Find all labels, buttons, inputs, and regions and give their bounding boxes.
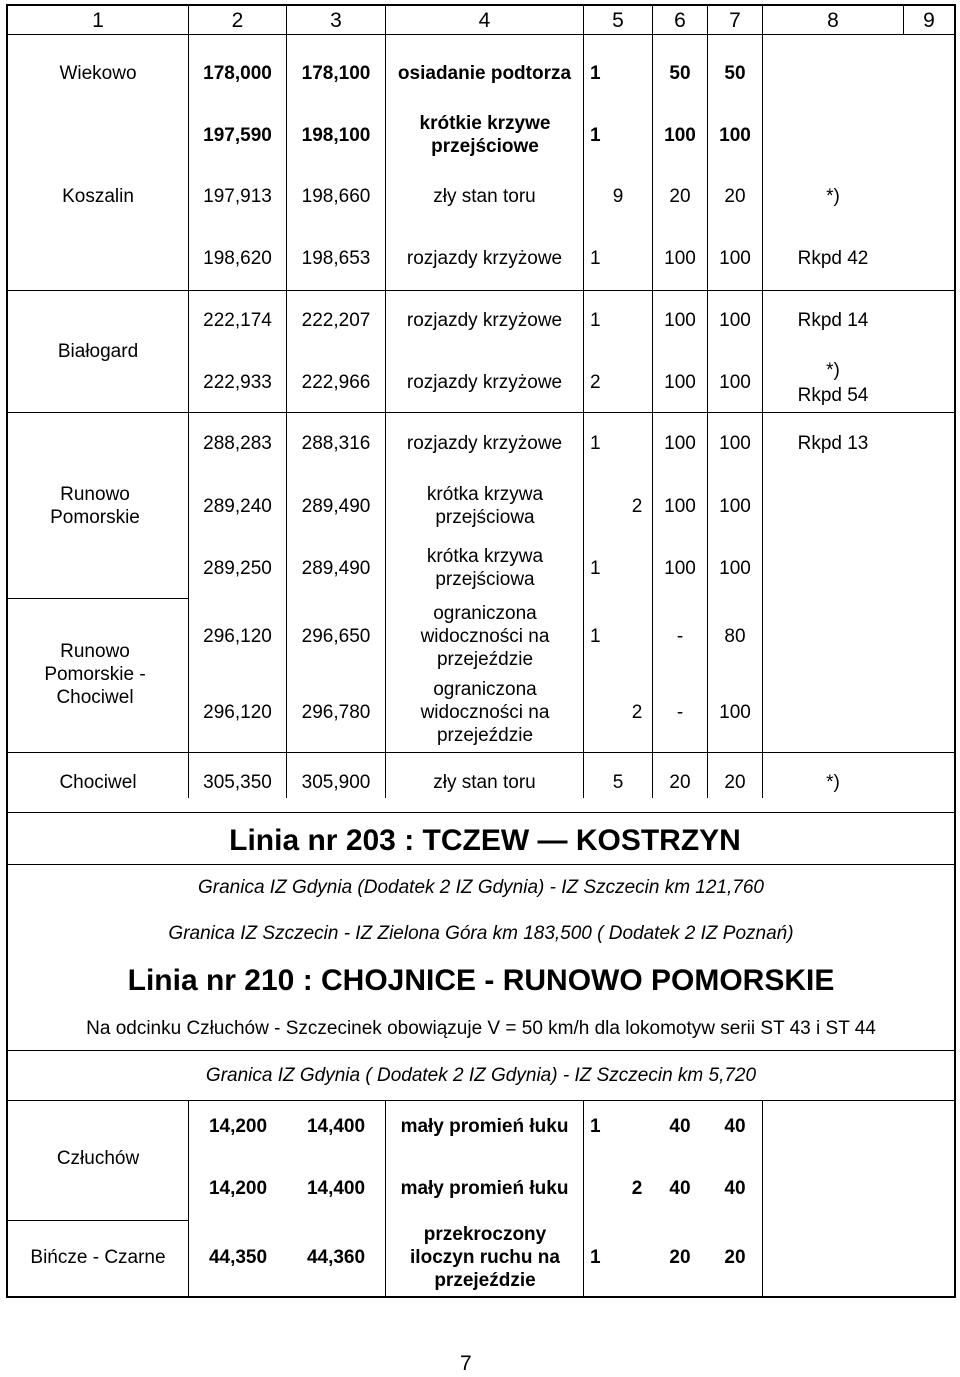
- cause: ograniczona widoczności na przejeździe: [420, 602, 550, 670]
- speed-2: 100: [719, 432, 751, 454]
- table-border-bottom: [6, 1296, 956, 1298]
- tracks: 2: [590, 371, 601, 393]
- section-203-note-1: Granica IZ Gdynia (Dodatek 2 IZ Gdynia) - IZ Szczecin km 121,760: [197, 876, 764, 898]
- km-to: 296,780: [301, 701, 371, 723]
- speed-1: 100: [664, 124, 696, 146]
- speed-2: 50: [724, 62, 746, 84]
- section-203-note-2: Granica IZ Szczecin - IZ Zielona Góra km 183,500 ( Dodatek 2 IZ Poznań): [168, 922, 794, 944]
- cause: ograniczona widoczności na przejeździe: [420, 678, 550, 746]
- cause: zły stan toru: [433, 185, 536, 207]
- speed-1: 100: [664, 247, 696, 269]
- speed-2: 100: [719, 557, 751, 579]
- speed-1: -: [676, 701, 684, 723]
- speed-1: 50: [669, 62, 691, 84]
- km-to: 289,490: [301, 557, 371, 579]
- tracks: 5: [612, 771, 624, 793]
- station-name: Wiekowo: [59, 62, 137, 84]
- section-210-title: Linia nr 210 : CHOJNICE - RUNOWO POMORSKIE: [127, 963, 835, 997]
- speed-2: 100: [719, 309, 751, 331]
- cause: krótka krzywa przejściowa: [426, 546, 544, 590]
- cause: zły stan toru: [433, 771, 536, 793]
- km-to: 198,653: [301, 247, 371, 269]
- col-divider: [762, 1100, 763, 1298]
- tracks: 2: [631, 495, 643, 517]
- km-from: 222,174: [203, 309, 272, 331]
- header-col-4: 4: [478, 8, 491, 32]
- km-to: 222,207: [301, 309, 371, 331]
- km-from: 14,200: [208, 1115, 268, 1137]
- header-col-5: 5: [612, 8, 624, 32]
- section-210-note-2: Granica IZ Gdynia ( Dodatek 2 IZ Gdynia) - IZ Szczecin km 5,720: [205, 1064, 757, 1086]
- speed-1: 100: [664, 495, 696, 517]
- km-from: 197,913: [203, 185, 272, 207]
- km-from: 222,933: [203, 371, 272, 393]
- note: Rkpd 14: [797, 309, 869, 331]
- speed-1: 20: [669, 185, 691, 207]
- header-divider: [6, 34, 956, 35]
- station-name: Człuchów: [56, 1147, 140, 1169]
- speed-1: 20: [669, 771, 691, 793]
- tracks: 1: [590, 1115, 601, 1137]
- row-divider: [6, 864, 956, 865]
- cause: osiadanie podtorza: [397, 62, 572, 84]
- speed-2: 100: [719, 124, 751, 146]
- station-name: Koszalin: [62, 185, 134, 207]
- table-border-right: [954, 4, 956, 1298]
- station-name: Chociwel: [59, 771, 137, 793]
- km-to: 288,316: [301, 432, 371, 454]
- tracks: 1: [590, 557, 601, 579]
- cause: rozjazdy krzyżowe: [406, 371, 563, 393]
- km-from: 178,000: [203, 62, 272, 84]
- note: *): [826, 185, 840, 207]
- speed-2: 80: [724, 625, 746, 647]
- speed-1: 100: [664, 371, 696, 393]
- cause: krótka krzywa przejściowa: [426, 484, 544, 528]
- station-name: Runowo Pomorskie - Chociwel: [44, 640, 146, 708]
- header-col-7: 7: [729, 8, 741, 32]
- speed-1: 100: [664, 557, 696, 579]
- tracks: 9: [612, 185, 624, 207]
- note: Rkpd 42: [797, 247, 869, 269]
- km-to: 289,490: [301, 495, 371, 517]
- header-col-8: 8: [827, 8, 839, 32]
- header-col-6: 6: [674, 8, 686, 32]
- header-col-9: 9: [923, 8, 935, 32]
- km-from: 44,350: [208, 1246, 268, 1268]
- speed-1: 20: [669, 1246, 691, 1268]
- km-from: 288,283: [203, 432, 272, 454]
- km-to: 296,650: [301, 625, 371, 647]
- row-divider: [6, 1220, 188, 1221]
- note: *): [826, 359, 840, 381]
- speed-2: 100: [719, 371, 751, 393]
- row-divider: [6, 412, 956, 413]
- note: Rkpd 54: [797, 384, 869, 406]
- station-name: Białogard: [57, 340, 139, 362]
- speed-1: 100: [664, 432, 696, 454]
- speed-1: 100: [664, 309, 696, 331]
- km-from: 296,120: [203, 701, 272, 723]
- row-divider: [6, 598, 188, 599]
- cause: mały promień łuku: [400, 1177, 569, 1199]
- tracks: 1: [590, 247, 601, 269]
- row-divider: [6, 290, 956, 291]
- header-col-3: 3: [330, 8, 342, 32]
- row-divider: [6, 1050, 956, 1051]
- km-to: 198,100: [301, 124, 371, 146]
- cause: przekroczony iloczyn ruchu na przejeździe: [410, 1223, 560, 1291]
- speed-2: 20: [724, 771, 746, 793]
- tracks: 1: [590, 1246, 601, 1268]
- km-from: 289,240: [203, 495, 272, 517]
- km-from: 198,620: [203, 247, 272, 269]
- km-from: 296,120: [203, 625, 272, 647]
- cause: krótkie krzywe przejściowe: [419, 113, 551, 157]
- km-from: 14,200: [208, 1177, 268, 1199]
- col-divider: [583, 1100, 584, 1298]
- tracks: 2: [631, 1177, 643, 1199]
- row-divider: [6, 1100, 956, 1101]
- km-to: 198,660: [301, 185, 371, 207]
- cause: rozjazdy krzyżowe: [406, 247, 563, 269]
- section-203-title: Linia nr 203 : TCZEW — KOSTRZYN: [229, 823, 741, 857]
- speed-2: 20: [724, 1246, 746, 1268]
- tracks: 1: [590, 432, 601, 454]
- km-from: 289,250: [203, 557, 272, 579]
- tracks: 1: [590, 62, 601, 84]
- km-to: 14,400: [306, 1177, 366, 1199]
- speed-1: 40: [669, 1115, 691, 1137]
- header-col-2: 2: [231, 8, 244, 32]
- speed-2: 40: [724, 1115, 746, 1137]
- header-col-1: 1: [92, 8, 104, 32]
- tracks: 1: [590, 309, 601, 331]
- section-210-note-1: Na odcinku Człuchów - Szczecinek obowiązuje V = 50 km/h dla lokomotyw serii ST 43 i ST 44: [86, 1017, 876, 1039]
- km-to: 178,100: [301, 62, 371, 84]
- station-name: Runowo Pomorskie: [50, 484, 140, 528]
- tracks: 1: [590, 124, 601, 146]
- speed-2: 100: [719, 495, 751, 517]
- note: *): [826, 771, 840, 793]
- km-to: 14,400: [306, 1115, 366, 1137]
- km-to: 44,360: [306, 1246, 366, 1268]
- col-divider: [385, 4, 386, 798]
- tracks: 2: [631, 701, 643, 723]
- km-to: 222,966: [301, 371, 371, 393]
- cause: mały promień łuku: [400, 1115, 569, 1137]
- km-to: 305,900: [301, 771, 371, 793]
- col-divider: [583, 4, 584, 798]
- km-from: 197,590: [203, 124, 272, 146]
- cause: rozjazdy krzyżowe: [406, 432, 563, 454]
- speed-2: 100: [719, 247, 751, 269]
- station-name: Bińcze - Czarne: [30, 1246, 166, 1268]
- tracks: 1: [590, 625, 601, 647]
- row-divider: [6, 812, 956, 813]
- speed-2: 100: [719, 701, 751, 723]
- speed-1: 40: [669, 1177, 691, 1199]
- cause: rozjazdy krzyżowe: [406, 309, 563, 331]
- speed-2: 20: [724, 185, 746, 207]
- note: Rkpd 13: [797, 432, 869, 454]
- km-from: 305,350: [203, 771, 272, 793]
- speed-2: 40: [724, 1177, 746, 1199]
- row-divider: [6, 752, 956, 753]
- page-number: 7: [460, 1352, 472, 1375]
- speed-1: -: [676, 625, 684, 647]
